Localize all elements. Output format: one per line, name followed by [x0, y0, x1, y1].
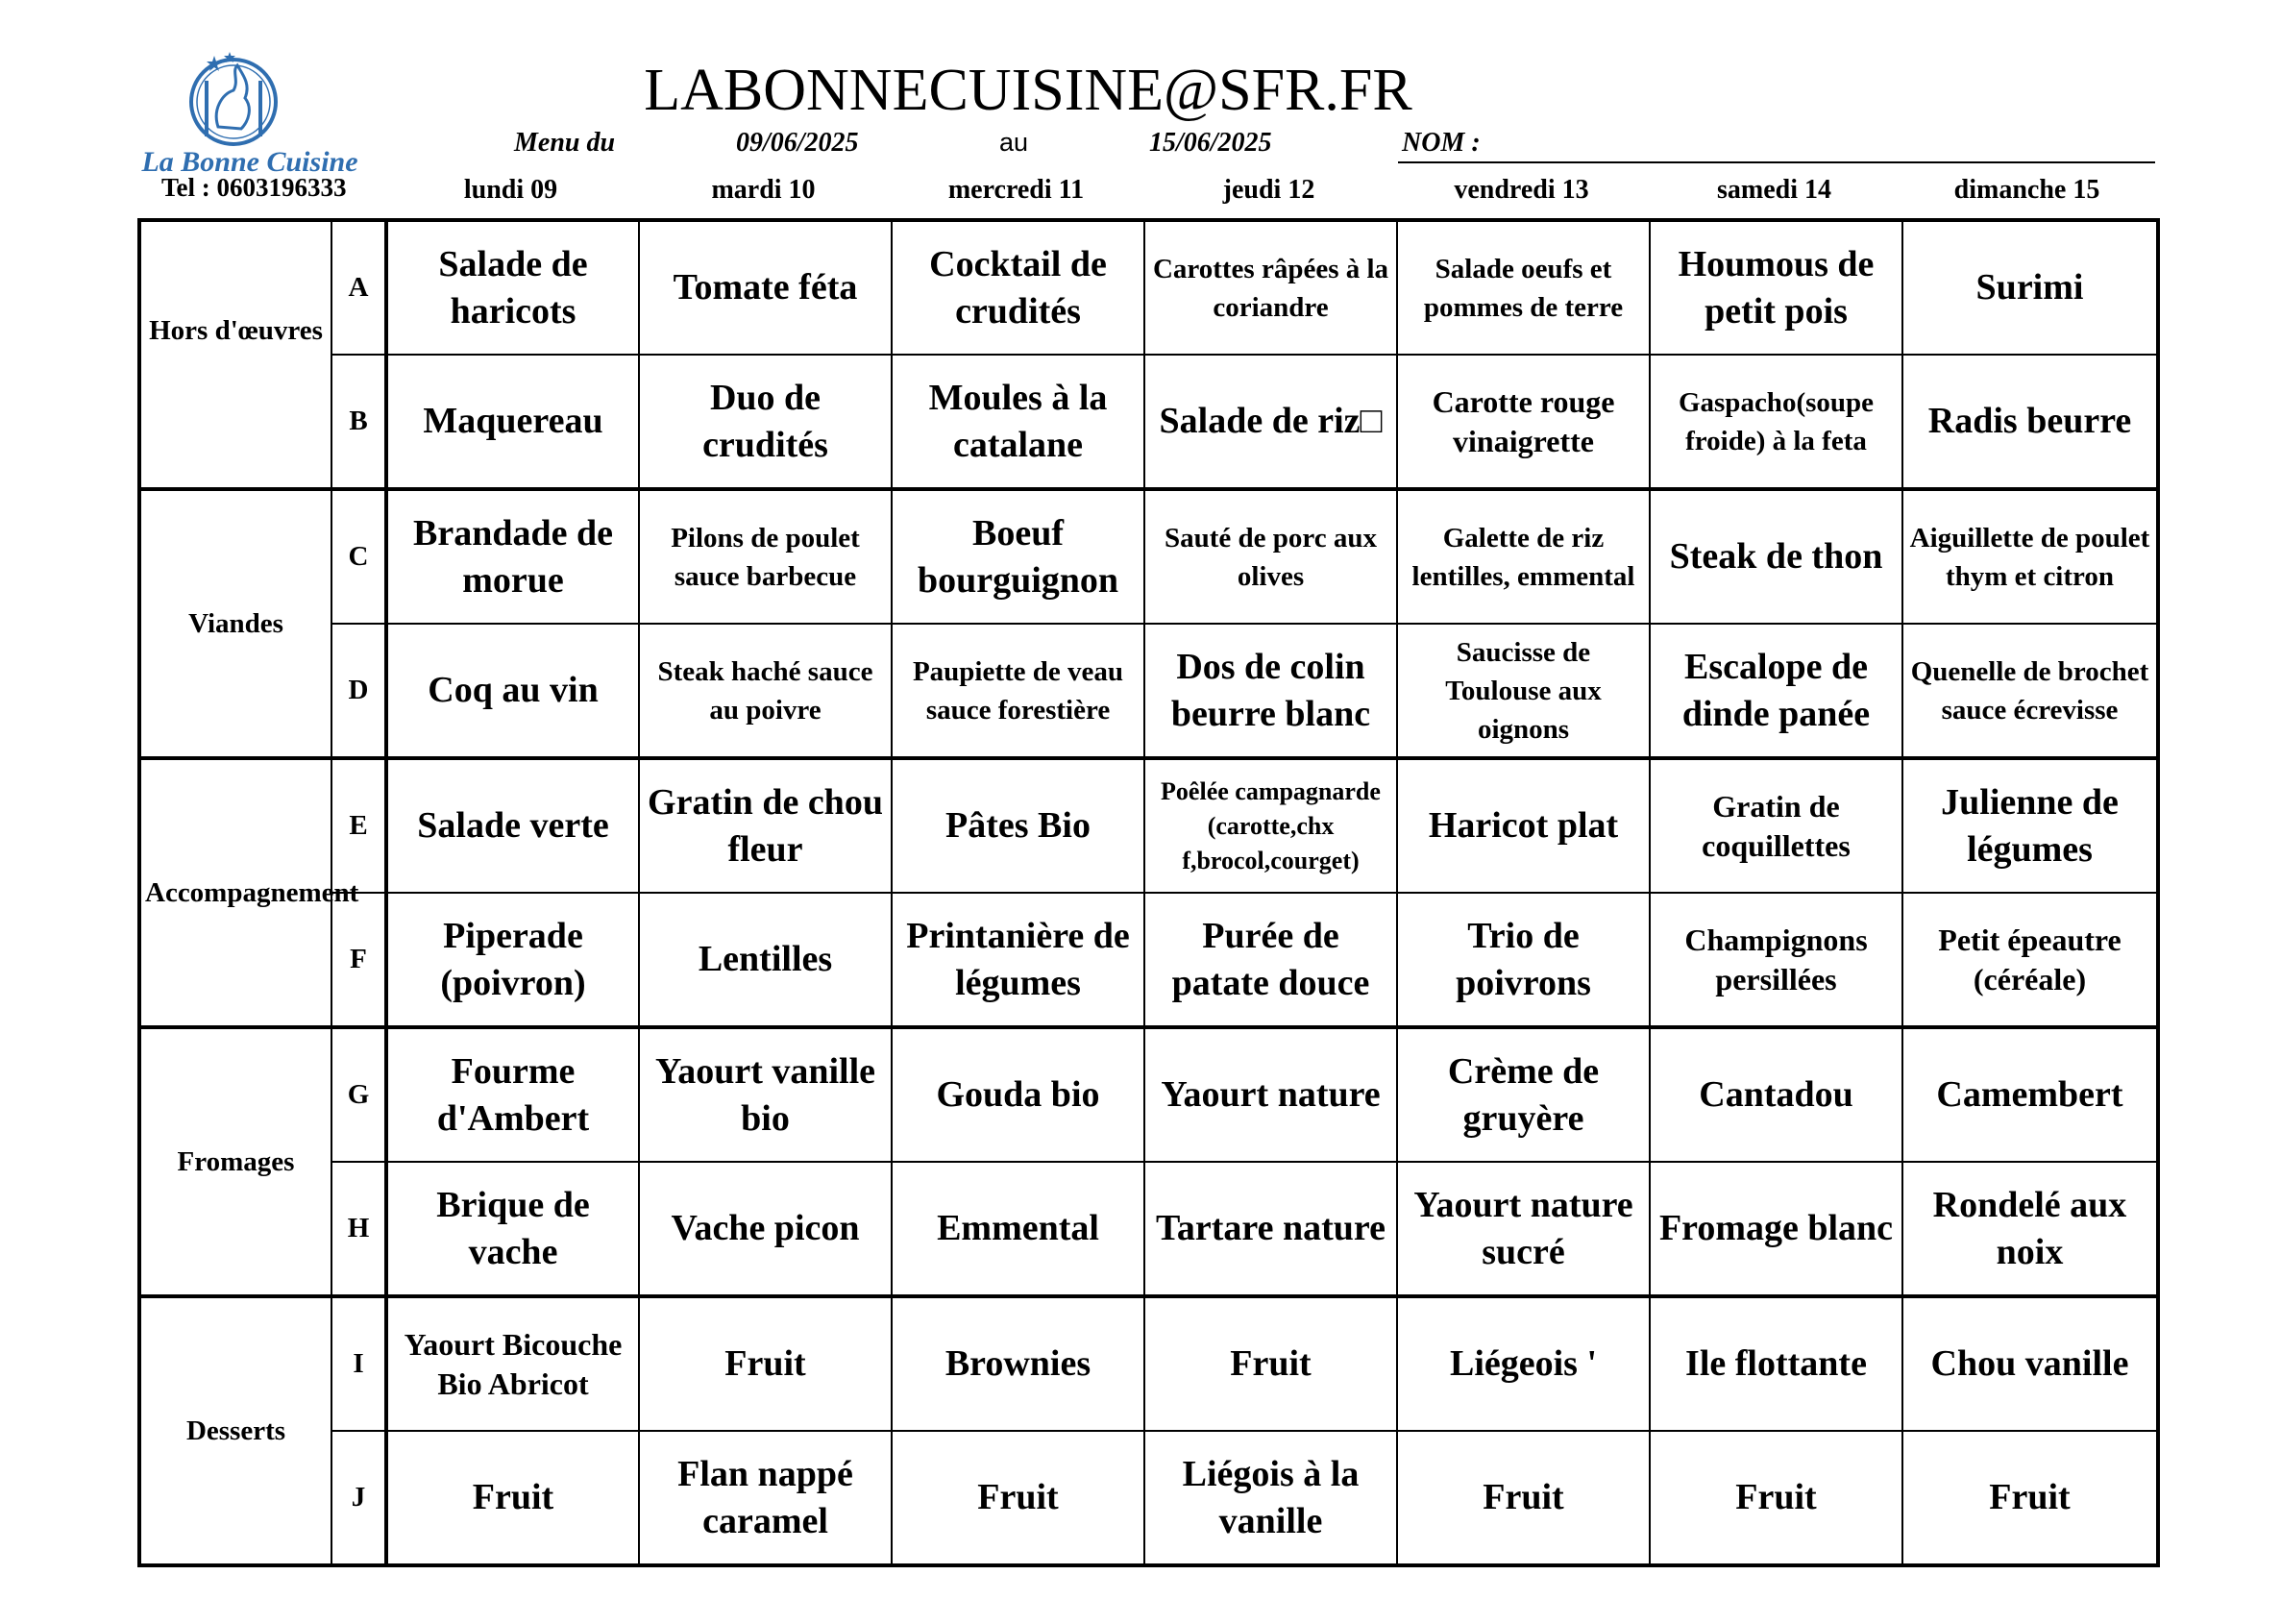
logo — [130, 48, 370, 183]
phone-number: Tel : 0603196333 — [161, 173, 347, 202]
menu-item: Salade verte — [386, 758, 639, 893]
menu-item: Escalope de dinde panée — [1650, 624, 1902, 758]
category-label: Fromages — [139, 1027, 331, 1296]
menu-item: Maquereau — [386, 355, 639, 489]
page-title: LABONNECUISINE@SFR.FR — [644, 58, 1412, 123]
menu-item: Tartare nature — [1144, 1162, 1397, 1296]
menu-item: Galette de riz lentilles, emmental — [1397, 489, 1650, 624]
day-header: samedi 14 — [1717, 175, 1831, 205]
menu-item: Pâtes Bio — [892, 758, 1144, 893]
menu-item: Julienne de légumes — [1902, 758, 2158, 893]
menu-item: Fruit — [1902, 1431, 2158, 1565]
day-header: mercredi 11 — [947, 175, 1085, 205]
menu-item: Gratin de chou fleur — [639, 758, 892, 893]
menu-item: Aiguillette de poulet thym et citron — [1902, 489, 2158, 624]
row-letter: C — [331, 489, 386, 624]
day-header: jeudi 12 — [1222, 175, 1315, 205]
menu-item: Haricot plat — [1397, 758, 1650, 893]
start-date: 09/06/2025 — [736, 128, 859, 158]
menu-item: Moules à la catalane — [892, 355, 1144, 489]
menu-item: Fruit — [1144, 1296, 1397, 1431]
menu-item: Carotte rouge vinaigrette — [1397, 355, 1650, 489]
menu-item: Yaourt nature sucré — [1397, 1162, 1650, 1296]
menu-item: Purée de patate douce — [1144, 893, 1397, 1027]
menu-item: Steak de thon — [1650, 489, 1902, 624]
menu-item: Gouda bio — [892, 1027, 1144, 1162]
menu-item: Fruit — [892, 1431, 1144, 1565]
menu-item: Paupiette de veau sauce forestière — [892, 624, 1144, 758]
menu-item: Yaourt vanille bio — [639, 1027, 892, 1162]
menu-item: Boeuf bourguignon — [892, 489, 1144, 624]
menu-item: Piperade (poivron) — [386, 893, 639, 1027]
menu-item: Brownies — [892, 1296, 1144, 1431]
category-label: Desserts — [139, 1296, 331, 1565]
table-row — [139, 220, 2158, 355]
menu-item: Radis beurre — [1902, 355, 2158, 489]
menu-item: Duo de crudités — [639, 355, 892, 489]
au-label: au — [999, 128, 1029, 157]
row-letter: E — [331, 758, 386, 893]
menu-item: Brique de vache — [386, 1162, 639, 1296]
menu-item: Fruit — [1397, 1431, 1650, 1565]
menu-item: Quenelle de brochet sauce écrevisse — [1902, 624, 2158, 758]
menu-item: Champignons persillées — [1650, 893, 1902, 1027]
row-letter: D — [331, 624, 386, 758]
menu-item: Fruit — [1650, 1431, 1902, 1565]
table-row — [139, 1296, 2158, 1431]
table-row — [139, 1162, 2158, 1296]
nom-underline — [1398, 161, 2155, 163]
menu-item: Lentilles — [639, 893, 892, 1027]
row-letter: A — [331, 220, 386, 355]
menu-item: Printanière de légumes — [892, 893, 1144, 1027]
row-letter: I — [331, 1296, 386, 1431]
day-header: vendredi 13 — [1454, 175, 1589, 205]
menu-item: Cocktail de crudités — [892, 220, 1144, 355]
menu-item: Emmental — [892, 1162, 1144, 1296]
menu-item: Vache picon — [639, 1162, 892, 1296]
day-header: lundi 09 — [463, 175, 558, 205]
table-row — [139, 1431, 2158, 1565]
menu-item: Crème de gruyère — [1397, 1027, 1650, 1162]
menu-item: Rondelé aux noix — [1902, 1162, 2158, 1296]
row-letter: H — [331, 1162, 386, 1296]
menu-item: Chou vanille — [1902, 1296, 2158, 1431]
menu-item: Houmous de petit pois — [1650, 220, 1902, 355]
table-row — [139, 893, 2158, 1027]
row-letter: F — [331, 893, 386, 1027]
row-letter: B — [331, 355, 386, 489]
logo-name: La Bonne Cuisine — [141, 146, 358, 178]
menu-item: Salade de haricots — [386, 220, 639, 355]
category-label: Accompagnement — [139, 758, 331, 1027]
menu-item: Brandade de morue — [386, 489, 639, 624]
day-header: dimanche 15 — [1953, 175, 2100, 205]
menu-du-label: Menu du — [514, 128, 616, 158]
row-letter: G — [331, 1027, 386, 1162]
menu-item: Yaourt nature — [1144, 1027, 1397, 1162]
menu-item: Coq au vin — [386, 624, 639, 758]
menu-item: Steak haché sauce au poivre — [639, 624, 892, 758]
menu-item: Poêlée campagnarde (carotte,chx f,brocol,courget) — [1144, 758, 1397, 893]
menu-item: Fromage blanc — [1650, 1162, 1902, 1296]
end-date: 15/06/2025 — [1149, 128, 1272, 158]
nom-label: NOM : — [1402, 128, 1481, 158]
table-row — [139, 489, 2158, 624]
chef-logo-icon — [176, 52, 291, 148]
menu-item: Flan nappé caramel — [639, 1431, 892, 1565]
row-letter: J — [331, 1431, 386, 1565]
menu-item: Fruit — [386, 1431, 639, 1565]
menu-item: Saucisse de Toulouse aux oignons — [1397, 624, 1650, 758]
menu-item: Carottes râpées à la coriandre — [1144, 220, 1397, 355]
menu-item: Trio de poivrons — [1397, 893, 1650, 1027]
menu-item: Surimi — [1902, 220, 2158, 355]
menu-item: Fourme d'Ambert — [386, 1027, 639, 1162]
menu-item: Pilons de poulet sauce barbecue — [639, 489, 892, 624]
menu-item: Tomate féta — [639, 220, 892, 355]
menu-item: Petit épeautre (céréale) — [1902, 893, 2158, 1027]
table-row — [139, 355, 2158, 489]
menu-item: Salade oeufs et pommes de terre — [1397, 220, 1650, 355]
menu-item: Sauté de porc aux olives — [1144, 489, 1397, 624]
menu-item: Liégois à la vanille — [1144, 1431, 1397, 1565]
day-header: mardi 10 — [711, 175, 816, 205]
menu-item: Gratin de coquillettes — [1650, 758, 1902, 893]
menu-item: Salade de riz□ — [1144, 355, 1397, 489]
menu-item: Camembert — [1902, 1027, 2158, 1162]
menu-table — [137, 218, 2160, 1567]
menu-item: Ile flottante — [1650, 1296, 1902, 1431]
category-label: Hors d'œuvres — [139, 220, 331, 489]
menu-item: Cantadou — [1650, 1027, 1902, 1162]
table-row — [139, 1027, 2158, 1162]
menu-item: Fruit — [639, 1296, 892, 1431]
menu-item: Dos de colin beurre blanc — [1144, 624, 1397, 758]
table-row — [139, 624, 2158, 758]
menu-item: Liégeois ' — [1397, 1296, 1650, 1431]
menu-item: Gaspacho(soupe froide) à la feta — [1650, 355, 1902, 489]
category-label: Viandes — [139, 489, 331, 758]
table-row — [139, 758, 2158, 893]
menu-item: Yaourt Bicouche Bio Abricot — [386, 1296, 639, 1431]
